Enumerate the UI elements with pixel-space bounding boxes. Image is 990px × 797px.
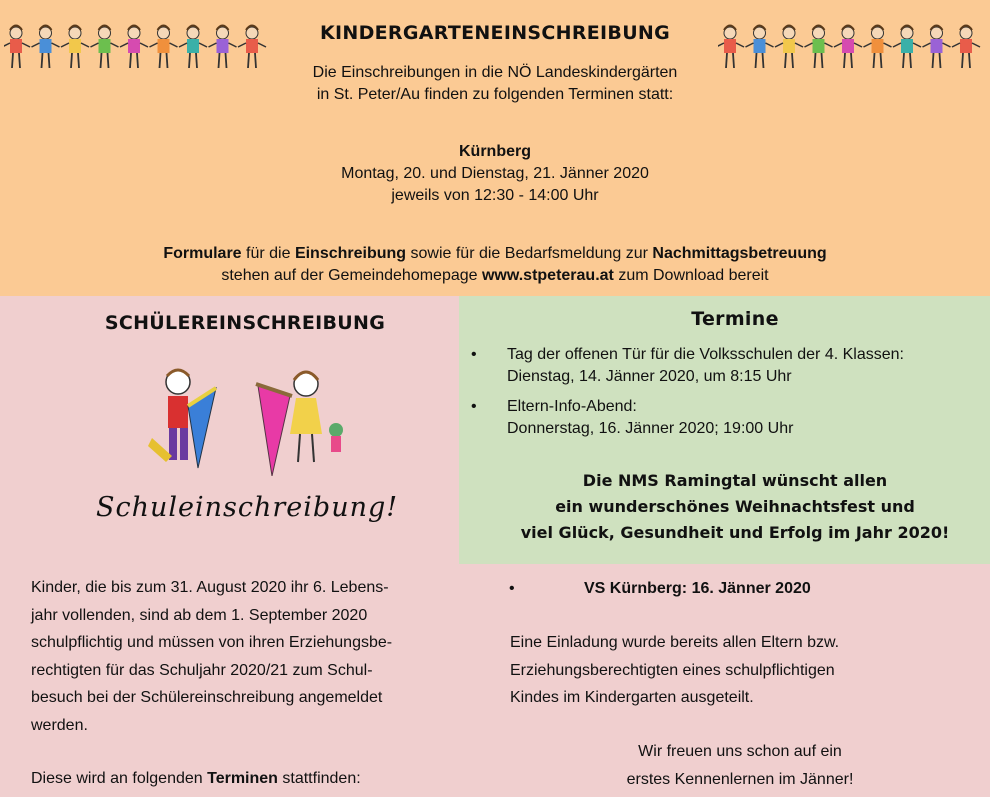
forms-notice: [0, 243, 990, 287]
kindergarten-section: [0, 0, 990, 296]
intro-line-2: in St. Peter/Au finden zu folgenden Terminen statt:: [316, 86, 674, 103]
closing-paragraph: [510, 738, 970, 793]
forms-text-4: zum Download bereit: [613, 267, 769, 284]
termine-title: Termine: [691, 308, 779, 330]
forms-text-1: für die: [241, 245, 295, 262]
closing-line: erstes Kennenlernen im Jänner!: [626, 770, 854, 788]
dates-intro-bold: Terminen: [207, 770, 278, 787]
school-enrollment-title: SCHÜLEREINSCHREIBUNG: [104, 312, 386, 334]
dates: Montag, 20. und Dienstag, 21. Jänner 2020: [341, 165, 649, 182]
kindergarten-intro: [0, 62, 990, 106]
forms-line-1: [0, 243, 990, 265]
para-line: Kinder, die bis zum 31. August 2020 ihr 6. Lebens-: [31, 579, 389, 596]
dates-intro-text: Diese wird an folgenden: [31, 770, 208, 787]
invite-paragraph: [510, 629, 970, 712]
para-line: rechtigten für das Schuljahr 2020/21 zum Schul-: [31, 661, 373, 679]
christmas-wishes: [459, 468, 990, 546]
wish-line: ein wunderschönes Weihnachtsfest und: [555, 497, 915, 516]
dates-intro: [31, 765, 451, 793]
enrollment-details-section: [0, 564, 990, 797]
forms-bold-3: Nachmittagsbetreuung: [652, 245, 827, 262]
para-line: jahr vollenden, sind ab dem 1. September 2020: [31, 606, 368, 624]
termine-list: [459, 344, 990, 448]
invite-line: Erziehungsberechtigten eines schulpflichtigen: [510, 661, 835, 679]
kindergarten-dates: [0, 141, 990, 207]
wish-line: Die NMS Ramingtal wünscht allen: [582, 471, 888, 490]
termine-item: [459, 344, 990, 388]
termine-section: [459, 296, 990, 564]
closing-line: Wir freuen uns schon auf ein: [638, 743, 842, 760]
location: Kürnberg: [459, 143, 531, 160]
school-enrollment-script: Schuleinschreibung!: [96, 492, 399, 523]
times: jeweils von 12:30 - 14:00 Uhr: [391, 187, 599, 204]
termine-item-title: • Eltern-Info-Abend:: [507, 398, 637, 415]
homepage-url: www.stpeterau.at: [481, 267, 614, 284]
forms-text-2: sowie für die Bedarfsmeldung zur: [406, 245, 653, 262]
forms-text-3: stehen auf der Gemeindehomepage: [221, 267, 482, 284]
forms-bold-2: Einschreibung: [294, 245, 407, 262]
enrollment-paragraph: [31, 574, 451, 739]
invite-line: Kindes im Kindergarten ausgeteilt.: [510, 689, 754, 706]
forms-bold-1: Formulare: [163, 245, 242, 262]
termine-item-date: Donnerstag, 16. Jänner 2020; 19:00 Uhr: [507, 420, 794, 437]
vs-heading: VS Kürnberg: 16. Jänner 2020: [584, 580, 811, 597]
dates-intro-end: stattfinden:: [277, 770, 361, 787]
termine-item: [459, 396, 990, 440]
school-children-illustration: [138, 366, 368, 476]
termine-item-date: Dienstag, 14. Jänner 2020, um 8:15 Uhr: [507, 368, 792, 385]
school-enrollment-section: [0, 296, 459, 564]
wish-line: viel Glück, Gesundheit und Erfolg im Jahr 2020!: [520, 523, 950, 542]
para-line: schulpflichtig und müssen von ihren Erziehungsbe-: [31, 634, 393, 651]
para-line: werden.: [31, 716, 88, 734]
vs-bullet: •: [509, 580, 515, 597]
kindergarten-title: KINDERGARTENEINSCHREIBUNG: [319, 22, 671, 44]
invite-line: Eine Einladung wurde bereits allen Eltern bzw.: [510, 634, 840, 651]
termine-item-title: • Tag der offenen Tür für die Volksschulen der 4. Klassen:: [507, 346, 904, 363]
para-line: besuch bei der Schülereinschreibung angemeldet: [31, 689, 383, 706]
intro-line-1: Die Einschreibungen in die NÖ Landeskindergärten: [312, 64, 678, 81]
forms-line-2: [0, 265, 990, 287]
